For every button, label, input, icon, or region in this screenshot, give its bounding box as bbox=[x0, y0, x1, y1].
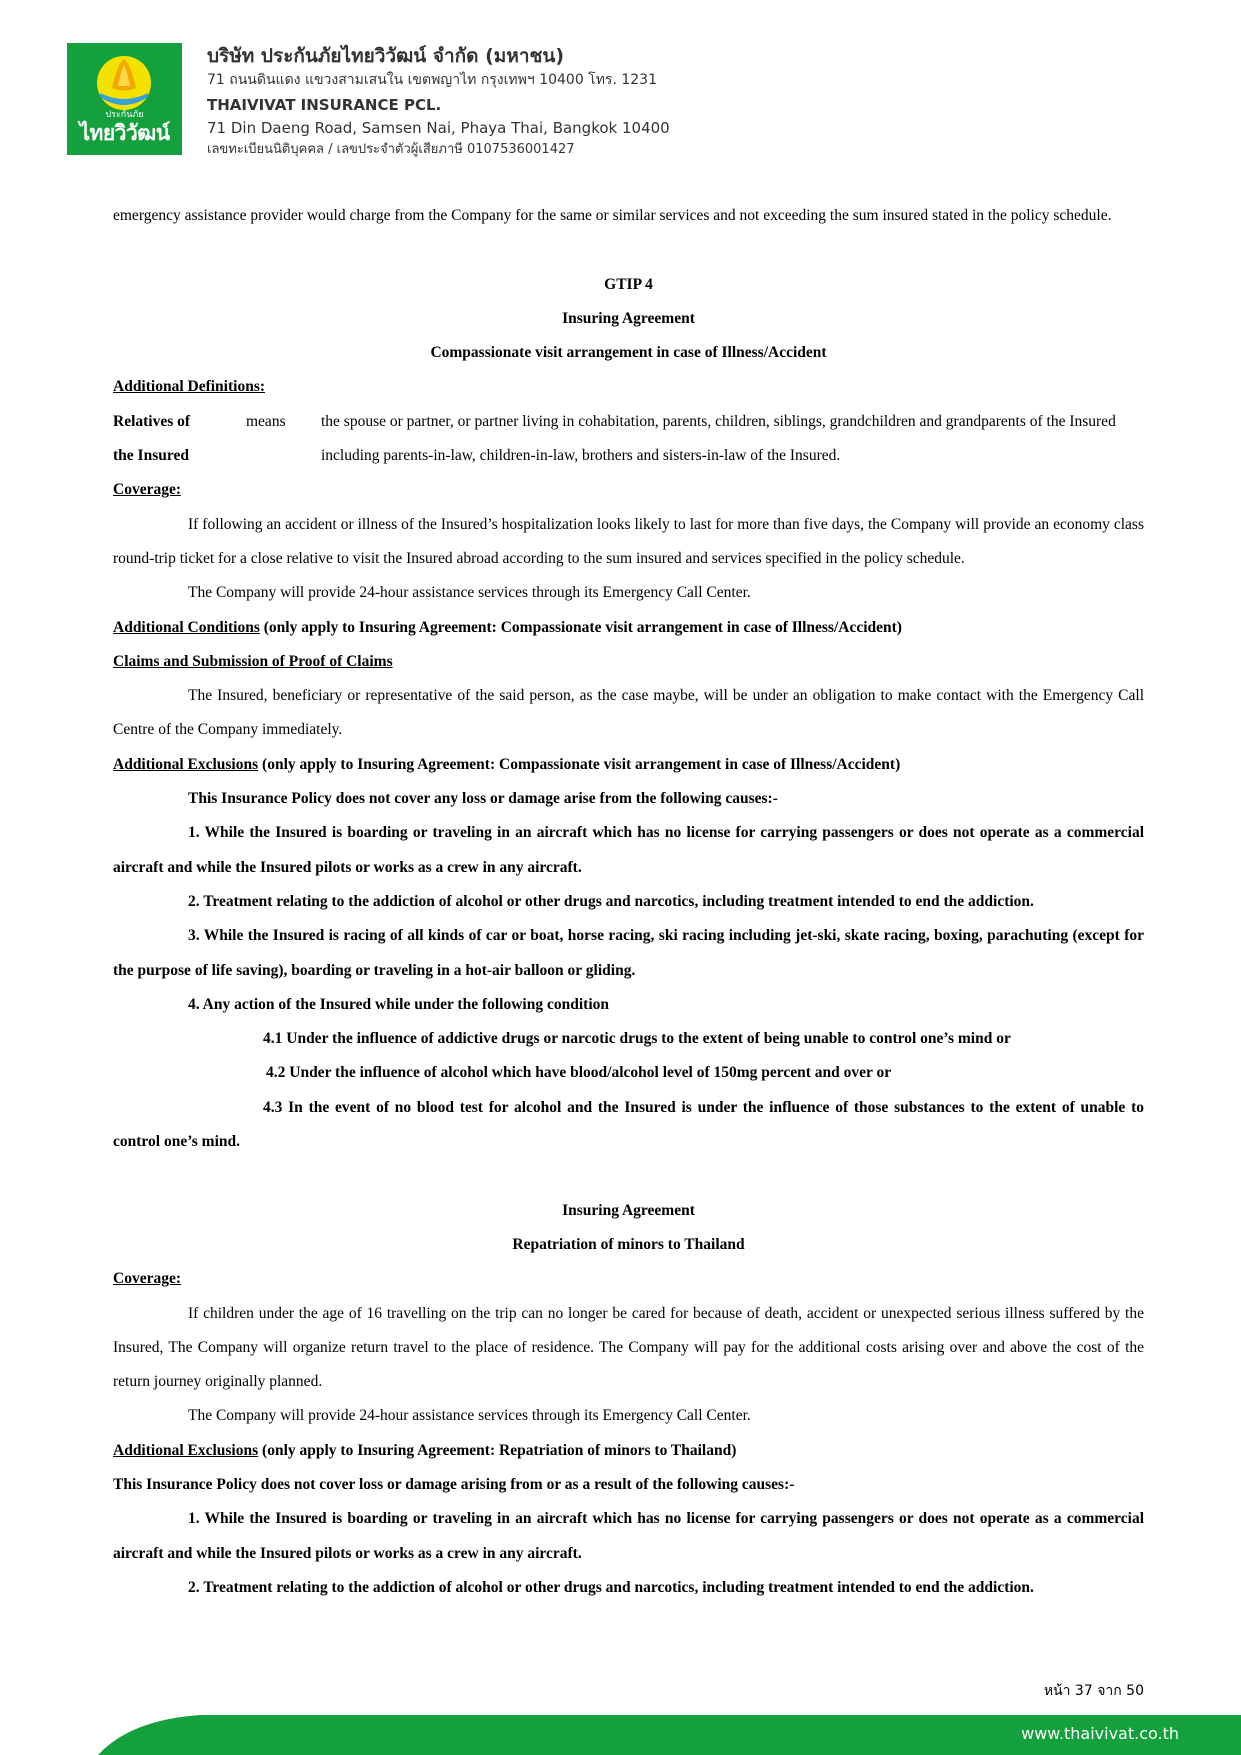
additional-exclusions-line: Additional Exclusions (only apply to Insuring Agreement: Repatriation of minors to Thailand) bbox=[113, 1441, 737, 1459]
exclusion-item: 4. Any action of the Insured while under the following condition bbox=[188, 995, 609, 1013]
coverage-label: Coverage: bbox=[113, 481, 181, 499]
exclusion-subitem: 4.2 Under the influence of alcohol which have blood/alcohol level of 150mg percent and over or bbox=[266, 1064, 892, 1082]
exclusion-item: 2. Treatment relating to the addiction of alcohol or other drugs and narcotics, including treatment intended to end the addiction. bbox=[188, 892, 1034, 910]
assistance-text: The Company will provide 24-hour assistance services through its Emergency Call Center. bbox=[188, 1407, 751, 1425]
claims-text: The Insured, beneficiary or representative of the said person, as the case maybe, will be under an obligation to make contact with the Emergency Call Centre of the Company immediately. bbox=[113, 687, 1144, 739]
definition-means: means bbox=[246, 412, 286, 430]
section-title: Compassionate visit arrangement in case of Illness/Accident bbox=[430, 344, 827, 362]
document-body bbox=[113, 199, 1144, 1605]
logo-name: ไทยวิวัฒน์ bbox=[79, 121, 170, 145]
company-logo bbox=[67, 43, 182, 155]
additional-exclusions-line: Additional Exclusions (only apply to Insuring Agreement: Compassionate visit arrangement in case of Illness/Accident) bbox=[113, 755, 901, 773]
definition-term: Relatives of the Insured bbox=[113, 412, 191, 465]
footer-url: www.thaivivat.co.th bbox=[1021, 1724, 1179, 1743]
definition-text: the spouse or partner, or partner living in cohabitation, parents, children, siblings, grandchildren and grandparents of the Insured including parents-in-law, children-in-law, brothers and sisters-in-law of the Insured. bbox=[321, 412, 1116, 465]
definition-row bbox=[113, 405, 1144, 474]
page-number: หน้า 37 จาก 50 bbox=[1043, 1683, 1144, 1699]
exclusion-item: 2. Treatment relating to the addiction of alcohol or other drugs and narcotics, including treatment intended to end the addiction. bbox=[188, 1578, 1034, 1596]
exclusion-subitem: 4.3 In the event of no blood test for alcohol and the Insured is under the influence of those substances to the extent of unable to control one’s mind. bbox=[113, 1098, 1144, 1151]
company-name-en: THAIVIVAT INSURANCE PCL. bbox=[207, 96, 442, 114]
logo-small-text: ประกันภัย bbox=[105, 110, 144, 120]
exclusion-subitem: 4.1 Under the influence of addictive drugs or narcotic drugs to the extent of being unable to control one’s mind or bbox=[263, 1030, 1011, 1048]
exclusion-item: 1. While the Insured is boarding or traveling in an aircraft which has no license for carrying passengers or does not operate as a commercial aircraft and while the Insured pilots or works as a crew in any aircraft. bbox=[113, 1510, 1144, 1562]
section-heading: Insuring Agreement bbox=[562, 1201, 695, 1219]
company-address-th: 71 ถนนดินแดง แขวงสามเสนใน เขตพญาไท กรุงเทพฯ 10400 โทร. 1231 bbox=[207, 72, 657, 88]
company-info bbox=[207, 43, 670, 161]
exclusions-intro: This Insurance Policy does not cover any loss or damage arise from the following causes:- bbox=[188, 790, 778, 808]
claims-label: Claims and Submission of Proof of Claims bbox=[113, 652, 393, 670]
section-code: GTIP 4 bbox=[604, 275, 653, 293]
company-address-en: 71 Din Daeng Road, Samsen Nai, Phaya Thai, Bangkok 10400 bbox=[207, 119, 670, 137]
assistance-text: The Company will provide 24-hour assistance services through its Emergency Call Center. bbox=[188, 584, 751, 602]
footer-band bbox=[0, 1712, 1241, 1755]
letterhead bbox=[67, 43, 1167, 155]
company-registration: เลขทะเบียนนิติบุคคล / เลขประจำตัวผู้เสียภาษี 0107536001427 bbox=[207, 142, 575, 157]
coverage-text: If following an accident or illness of the Insured’s hospitalization looks likely to last for more than five days, the Company will provide an economy class round-trip ticket for a close relative to visit the Insured abroad according to the sum insured and services specified in the policy schedule. bbox=[113, 515, 1144, 567]
company-name-th: บริษัท ประกันภัยไทยวิวัฒน์ จำกัด (มหาชน) bbox=[207, 45, 565, 67]
exclusion-item: 3. While the Insured is racing of all kinds of car or boat, horse racing, ski racing including jet-ski, skate racing, boxing, parachuting (except for the purpose of life saving), boarding or traveling in a hot-air balloon or gliding. bbox=[113, 927, 1144, 979]
section-title: Repatriation of minors to Thailand bbox=[512, 1235, 745, 1253]
exclusions-intro: This Insurance Policy does not cover loss or damage arising from or as a result of the following causes:- bbox=[113, 1475, 795, 1493]
section-heading: Insuring Agreement bbox=[562, 309, 695, 327]
exclusion-item: 1. While the Insured is boarding or traveling in an aircraft which has no license for carrying passengers or does not operate as a commercial aircraft and while the Insured pilots or works as a crew in any aircraft. bbox=[113, 824, 1144, 876]
additional-conditions-line: Additional Conditions (only apply to Insuring Agreement: Compassionate visit arrangement in case of Illness/Accident) bbox=[113, 618, 902, 636]
coverage-text: If children under the age of 16 travelling on the trip can no longer be cared for because of death, accident or unexpected serious illness suffered by the Insured, The Company will organize return travel to the place of residence. The Company will pay for the additional costs arising over and above the cost of the return journey originally planned. bbox=[113, 1304, 1144, 1391]
intro-paragraph: emergency assistance provider would charge from the Company for the same or similar services and not exceeding the sum insured stated in the policy schedule. bbox=[113, 207, 1112, 224]
additional-definitions-label: Additional Definitions: bbox=[113, 378, 266, 396]
coverage-label: Coverage: bbox=[113, 1270, 181, 1288]
